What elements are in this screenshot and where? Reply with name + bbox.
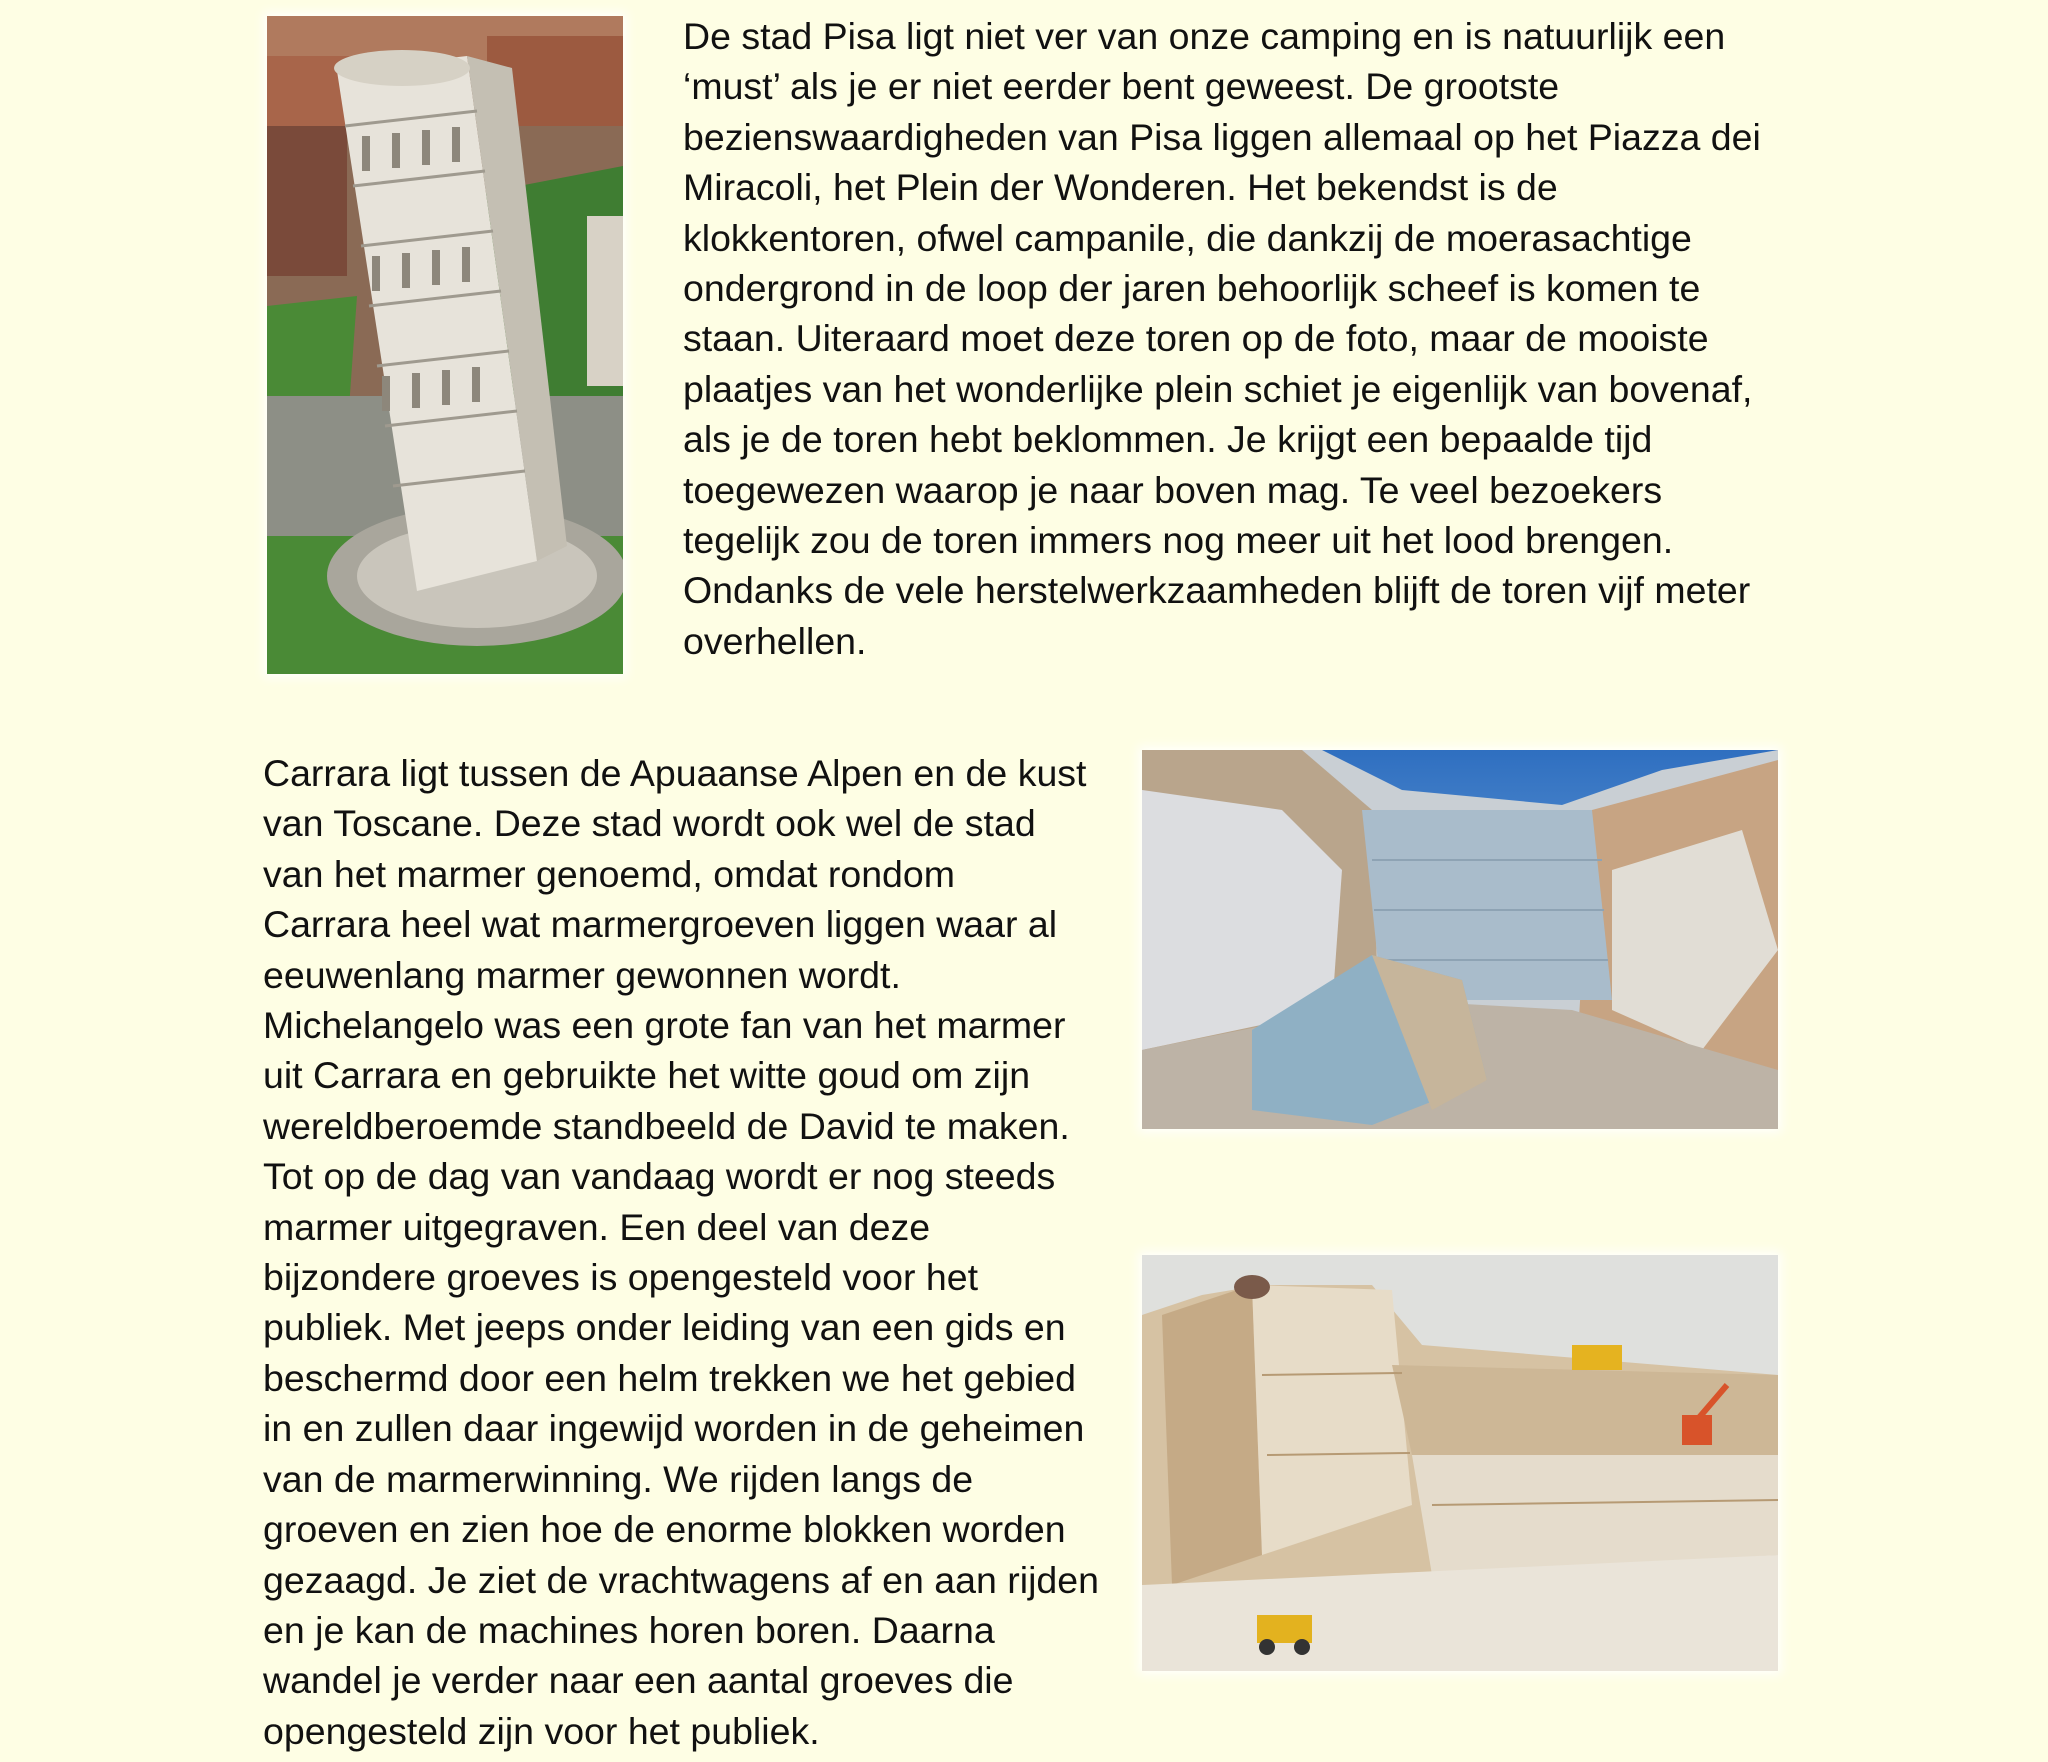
- marble-quarry-canyon-photo: [1142, 750, 1778, 1129]
- marble-quarry-excavators-photo: [1142, 1255, 1778, 1671]
- pisa-paragraph: De stad Pisa ligt niet ver van onze camping en is natuurlijk een ‘must’ als je er niet eerder bent geweest. De grootste bezienswaardigheden van Pisa liggen allemaal op het Piazza dei Miracoli, het Plein der Wonderen. Het bekendst is de klokkentoren, ofwel campanile, die dankzij de moerasachtige ondergrond in de loop der jaren behoorlijk scheef is komen te staan. Uiteraard moet deze toren op de foto, maar de mooiste plaatjes van het wonderlijke plein schiet je eigenlijk van bovenaf, als je de toren hebt beklommen. Je krijgt een bepaalde tijd toegewezen waarop je naar boven mag. Te veel bezoekers tegelijk zou de toren immers nog meer uit het lood brengen. Ondanks de vele herstelwerkzaamheden blijft de toren vijf meter overhellen.: [683, 15, 1761, 662]
- leaning-tower-photo: [267, 16, 623, 674]
- carrara-paragraph: Carrara ligt tussen de Apuaanse Alpen en de kust van Toscane. Deze stad wordt ook wel de stad van het marmer genoemd, omdat rondom Carrara heel wat marmergroeven liggen waar al eeuwenlang marmer gewonnen wordt. Michelangelo was een grote fan van het marmer uit Carrara en gebruikte het witte goud om zijn wereldberoemde standbeeld de David te maken. Tot op de dag van vandaag wordt er nog steeds marmer uitgegraven. Een deel van deze bijzondere groeves is opengesteld voor het publiek. Met jeeps onder leiding van een gids en beschermd door een helm trekken we het gebied in en zullen daar ingewijd worden in de geheimen van de marmerwinning. We rijden langs de groeven en zien hoe de enorme blokken worden gezaagd. Je ziet de vrachtwagens af en aan rijden en je kan de machines horen boren. Daarna wandel je verder naar een aantal groeves die opengesteld zijn voor het publiek.: [263, 752, 1099, 1752]
